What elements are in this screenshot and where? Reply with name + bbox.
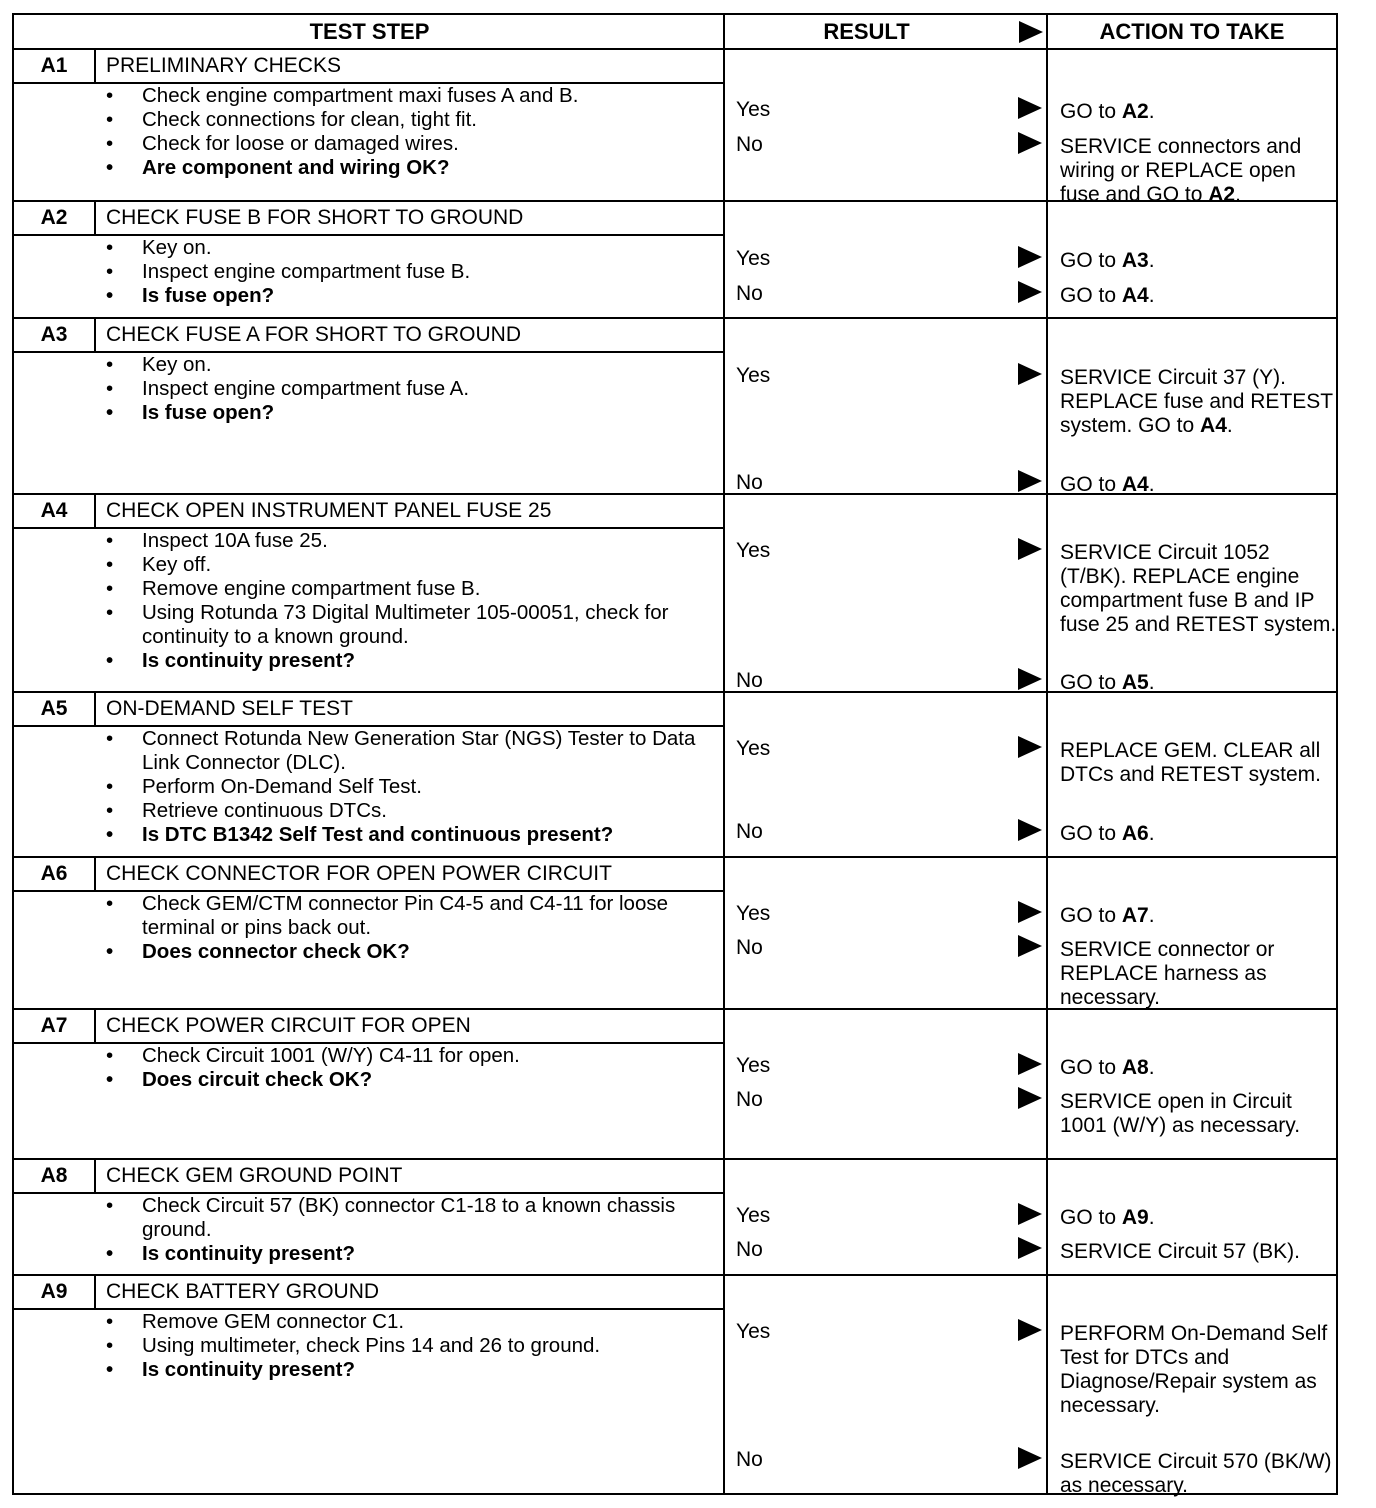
- step-question: • Is fuse open?: [102, 401, 722, 425]
- step-instructions: [102, 1194, 722, 1266]
- action-text: SERVICE Circuit 57 (BK).: [1060, 1240, 1301, 1263]
- action-text: GO to A8.: [1060, 1056, 1155, 1079]
- step-title-row: [14, 319, 724, 353]
- step-instructions: [102, 1044, 722, 1092]
- step-title: ON-DEMAND SELF TEST: [106, 697, 353, 720]
- action-text: SERVICE Circuit 1052 (T/BK). REPLACE engine compartment fuse B and IP fuse 25 and RETEST system.: [1060, 541, 1337, 636]
- step-id: A1: [14, 50, 96, 82]
- step-id: A4: [14, 495, 96, 527]
- instruction-item: • Perform On-Demand Self Test.: [102, 775, 722, 799]
- result-arrow-icon: [1018, 97, 1042, 119]
- result-arrow-icon: [1018, 281, 1042, 303]
- step-title-row: [14, 1276, 724, 1310]
- action-step-ref: A5: [1121, 671, 1149, 694]
- result-yes: Yes: [736, 539, 771, 562]
- result-yes: Yes: [736, 247, 771, 270]
- step-row-a4: [14, 495, 1336, 693]
- result-yes: Yes: [736, 1204, 771, 1227]
- action-text: SERVICE connectors and wiring or REPLACE open fuse and GO to A2.: [1060, 135, 1302, 206]
- instruction-item: • Check connections for clean, tight fit.: [102, 108, 722, 132]
- action-step-ref: A4: [1121, 284, 1149, 307]
- step-title: CHECK BATTERY GROUND: [106, 1280, 380, 1303]
- step-id: A9: [14, 1276, 96, 1308]
- result-no: No: [736, 1238, 763, 1261]
- instruction-item: • Check for loose or damaged wires.: [102, 132, 722, 156]
- step-instructions: [102, 727, 722, 847]
- step-row-a2: [14, 202, 1336, 319]
- step-instructions: [102, 1310, 722, 1382]
- instruction-item: • Inspect 10A fuse 25.: [102, 529, 722, 553]
- instruction-item: • Check Circuit 57 (BK) connector C1-18 to a known chassis ground.: [102, 1194, 722, 1242]
- instruction-item: • Check GEM/CTM connector Pin C4-5 and C4-11 for loose terminal or pins back out.: [102, 892, 722, 940]
- header-action: ACTION TO TAKE: [1048, 15, 1336, 50]
- action-text: GO to A4.: [1060, 284, 1155, 307]
- step-instructions: [102, 529, 722, 673]
- step-title: CHECK GEM GROUND POINT: [106, 1164, 403, 1187]
- result-yes: Yes: [736, 737, 771, 760]
- step-id: A6: [14, 858, 96, 890]
- step-title: CHECK FUSE A FOR SHORT TO GROUND: [106, 323, 522, 346]
- instruction-item: • Key on.: [102, 353, 722, 377]
- action-text: REPLACE GEM. CLEAR all DTCs and RETEST system.: [1060, 739, 1322, 786]
- action-step-ref: A4: [1121, 473, 1149, 496]
- action-step-ref: A2: [1121, 100, 1149, 123]
- instruction-item: • Inspect engine compartment fuse A.: [102, 377, 722, 401]
- result-yes: Yes: [736, 1054, 771, 1077]
- instruction-item: • Remove engine compartment fuse B.: [102, 577, 722, 601]
- instruction-item: • Check engine compartment maxi fuses A and B.: [102, 84, 722, 108]
- result-arrow-icon: [1018, 901, 1042, 923]
- result-no: No: [736, 1088, 763, 1111]
- step-row-a9: [14, 1276, 1336, 1497]
- step-row-a5: [14, 693, 1336, 858]
- step-id: A3: [14, 319, 96, 351]
- result-no: No: [736, 669, 763, 692]
- action-text: GO to A7.: [1060, 904, 1155, 927]
- instruction-item: • Connect Rotunda New Generation Star (NGS) Tester to Data Link Connector (DLC).: [102, 727, 722, 775]
- step-row-a1: [14, 50, 1336, 206]
- action-step-ref: A2: [1208, 183, 1236, 206]
- result-arrow-icon: [1018, 538, 1042, 560]
- step-id: A7: [14, 1010, 96, 1042]
- instruction-item: • Key on.: [102, 236, 722, 260]
- step-title: CHECK CONNECTOR FOR OPEN POWER CIRCUIT: [106, 862, 612, 885]
- step-title-row: [14, 202, 724, 236]
- step-title: CHECK FUSE B FOR SHORT TO GROUND: [106, 206, 524, 229]
- diagnostic-test-table: [12, 13, 1338, 1495]
- step-title-row: [14, 50, 724, 84]
- step-row-a3: [14, 319, 1336, 495]
- action-text: GO to A2.: [1060, 100, 1155, 123]
- step-question: • Are component and wiring OK?: [102, 156, 722, 180]
- result-arrow-icon: [1018, 819, 1042, 841]
- action-text: SERVICE Circuit 570 (BK/W) as necessary.: [1060, 1450, 1332, 1497]
- action-step-ref: A9: [1121, 1206, 1149, 1229]
- step-title: CHECK POWER CIRCUIT FOR OPEN: [106, 1014, 471, 1037]
- instruction-item: • Inspect engine compartment fuse B.: [102, 260, 722, 284]
- result-arrow-icon: [1018, 935, 1042, 957]
- result-arrow-icon: [1018, 736, 1042, 758]
- step-instructions: [102, 353, 722, 425]
- result-no: No: [736, 133, 763, 156]
- step-title: CHECK OPEN INSTRUMENT PANEL FUSE 25: [106, 499, 552, 522]
- step-question: • Does connector check OK?: [102, 940, 722, 964]
- step-id: A5: [14, 693, 96, 725]
- result-yes: Yes: [736, 902, 771, 925]
- result-no: No: [736, 936, 763, 959]
- instruction-item: • Using Rotunda 73 Digital Multimeter 105-00051, check for continuity to a known ground.: [102, 601, 722, 649]
- result-no: No: [736, 1448, 763, 1471]
- action-text: SERVICE connector or REPLACE harness as necessary.: [1060, 938, 1275, 1009]
- step-instructions: [102, 236, 722, 308]
- step-question: • Is continuity present?: [102, 1358, 722, 1382]
- action-step-ref: A6: [1121, 822, 1149, 845]
- action-text: GO to A9.: [1060, 1206, 1155, 1229]
- instruction-item: • Retrieve continuous DTCs.: [102, 799, 722, 823]
- step-row-a8: [14, 1160, 1336, 1276]
- instruction-item: • Check Circuit 1001 (W/Y) C4-11 for open.: [102, 1044, 722, 1068]
- action-step-ref: A7: [1121, 904, 1149, 927]
- step-row-a7: [14, 1010, 1336, 1160]
- action-text: GO to A3.: [1060, 249, 1155, 272]
- step-instructions: [102, 84, 722, 180]
- header-arrow-icon: [1019, 21, 1043, 43]
- result-arrow-icon: [1018, 1053, 1042, 1075]
- step-title-row: [14, 495, 724, 529]
- action-text: GO to A4.: [1060, 473, 1155, 496]
- result-arrow-icon: [1018, 132, 1042, 154]
- instruction-item: • Remove GEM connector C1.: [102, 1310, 722, 1334]
- action-text: GO to A6.: [1060, 822, 1155, 845]
- step-title-row: [14, 1160, 724, 1194]
- action-text: GO to A5.: [1060, 671, 1155, 694]
- step-title: PRELIMINARY CHECKS: [106, 54, 341, 77]
- result-arrow-icon: [1018, 1237, 1042, 1259]
- step-id: A8: [14, 1160, 96, 1192]
- result-arrow-icon: [1018, 1447, 1042, 1469]
- step-question: • Does circuit check OK?: [102, 1068, 722, 1092]
- action-text: SERVICE open in Circuit 1001 (W/Y) as necessary.: [1060, 1090, 1301, 1137]
- result-no: No: [736, 282, 763, 305]
- result-arrow-icon: [1018, 1319, 1042, 1341]
- result-arrow-icon: [1018, 363, 1042, 385]
- step-row-a6: [14, 858, 1336, 1010]
- result-no: No: [736, 820, 763, 843]
- action-step-ref: A4: [1200, 414, 1227, 437]
- result-yes: Yes: [736, 98, 771, 121]
- step-question: • Is DTC B1342 Self Test and continuous present?: [102, 823, 722, 847]
- step-title-row: [14, 858, 724, 892]
- result-yes: Yes: [736, 364, 771, 387]
- result-no: No: [736, 471, 763, 494]
- instruction-item: • Key off.: [102, 553, 722, 577]
- step-question: • Is continuity present?: [102, 1242, 722, 1266]
- result-arrow-icon: [1018, 246, 1042, 268]
- step-id: A2: [14, 202, 96, 234]
- step-question: • Is fuse open?: [102, 284, 722, 308]
- instruction-item: • Using multimeter, check Pins 14 and 26 to ground.: [102, 1334, 722, 1358]
- step-instructions: [102, 892, 722, 964]
- action-step-ref: A3: [1121, 249, 1149, 272]
- result-arrow-icon: [1018, 668, 1042, 690]
- result-arrow-icon: [1018, 1203, 1042, 1225]
- action-text: SERVICE Circuit 37 (Y). REPLACE fuse and RETEST system. GO to A4.: [1060, 366, 1333, 437]
- step-title-row: [14, 1010, 724, 1044]
- step-question: • Is continuity present?: [102, 649, 722, 673]
- header-result-label: RESULT: [823, 18, 910, 44]
- action-text: PERFORM On-Demand Self Test for DTCs and Diagnose/Repair system as necessary.: [1060, 1322, 1328, 1417]
- header-result: [725, 15, 1048, 50]
- header-test-step: TEST STEP: [14, 15, 725, 50]
- result-arrow-icon: [1018, 1087, 1042, 1109]
- result-yes: Yes: [736, 1320, 771, 1343]
- action-step-ref: A8: [1121, 1056, 1149, 1079]
- step-title-row: [14, 693, 724, 727]
- result-arrow-icon: [1018, 470, 1042, 492]
